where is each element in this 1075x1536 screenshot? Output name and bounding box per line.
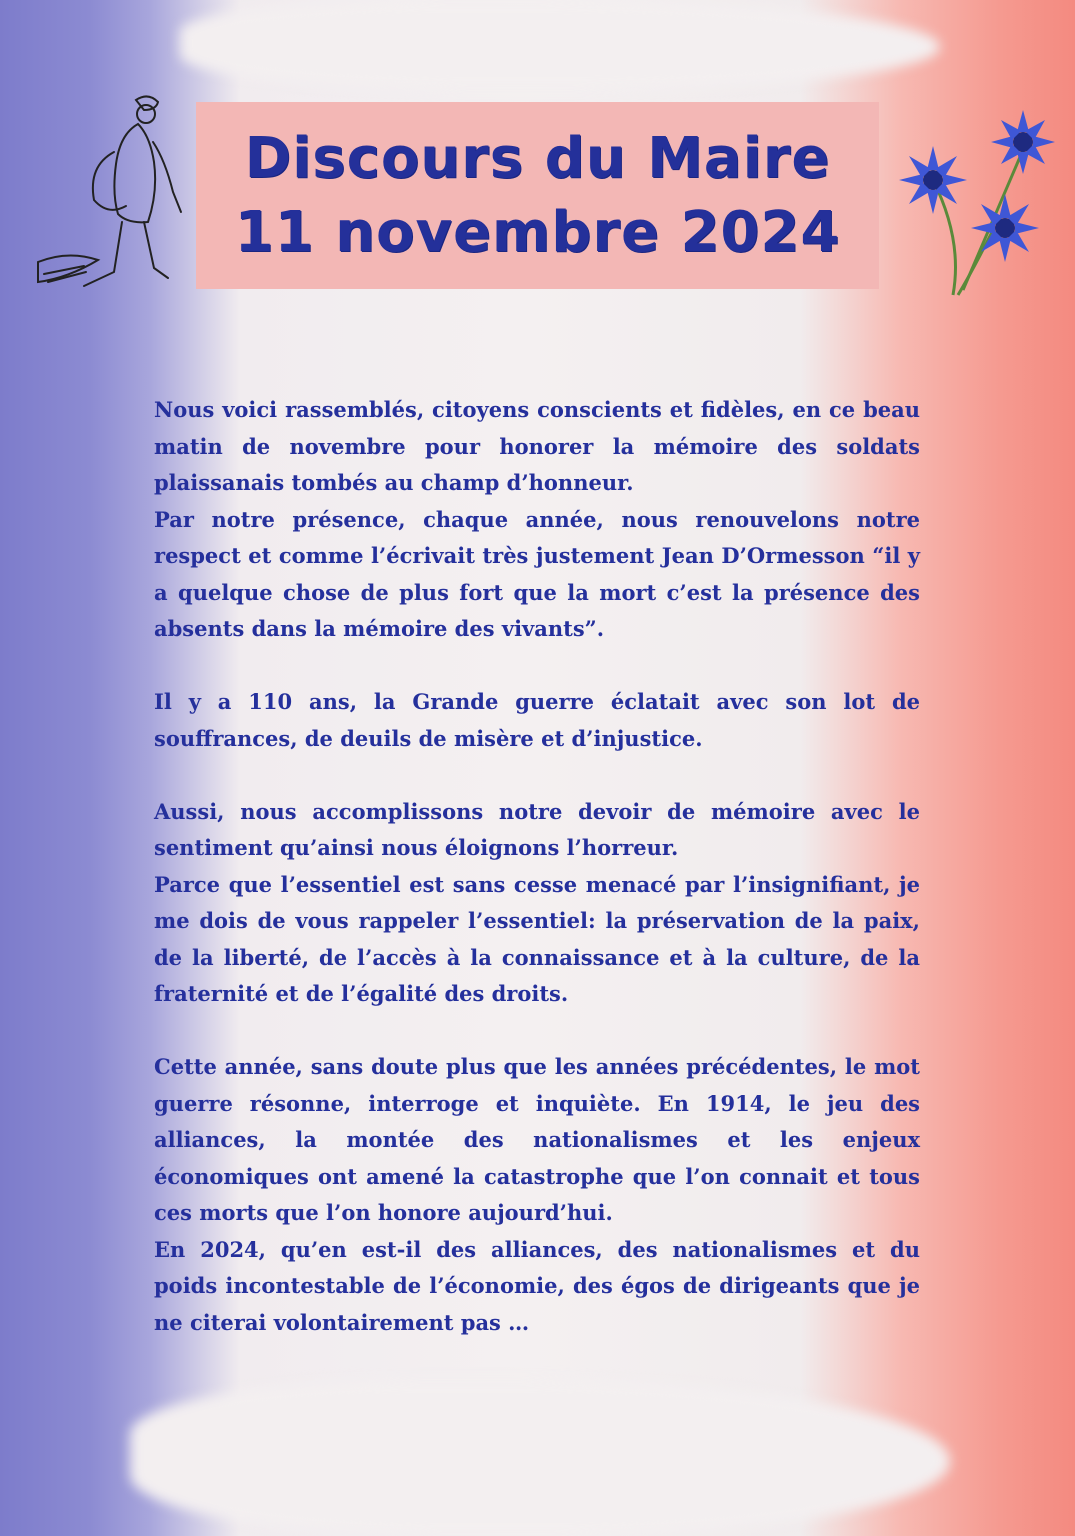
title-line-1: Discours du Maire xyxy=(244,125,831,191)
paragraph: Aussi, nous accomplissons notre devoir de mémoire avec le sentiment qu’ainsi nous éloignons l’horreur. xyxy=(154,798,920,860)
paragraph: Parce que l’essentiel est sans cesse menacé par l’insignifiant, je me dois de vous rappeler l’essentiel: la préservation de la paix, de la liberté, de l’accès à la connaissance et à la culture, de la fraternité et de l’égalité des droits. xyxy=(154,871,920,1006)
paragraph: Il y a 110 ans, la Grande guerre éclatait avec son lot de souffrances, de deuils de misère et d’injustice. xyxy=(154,689,920,751)
title-box xyxy=(196,102,879,289)
paragraph: Par notre présence, chaque année, nous renouvelons notre respect et comme l’écrivait très justement Jean D’Ormesson “il y a quelque chose de plus fort que la mort c’est la présence des absents dans la mémoire des vivants”. xyxy=(154,506,920,641)
speech-body xyxy=(154,392,920,1341)
soldier-sketch-icon xyxy=(18,82,188,302)
brush-stroke xyxy=(180,0,940,90)
brush-stroke xyxy=(130,1380,950,1536)
paragraph: En 2024, qu’en est-il des alliances, des nationalismes et du poids incontestable de l’économie, des égos de dirigeants que je ne citerai volontairement pas … xyxy=(154,1236,920,1335)
cornflower-icon xyxy=(893,100,1068,300)
paragraph: Nous voici rassemblés, citoyens conscients et fidèles, en ce beau matin de novembre pour honorer la mémoire des soldats plaissanais tombés au champ d’honneur. xyxy=(154,397,920,495)
title-line-2: 11 novembre 2024 xyxy=(234,199,841,265)
paragraph: Cette année, sans doute plus que les années précédentes, le mot guerre résonne, interroge et inquiète. En 1914, le jeu des alliances, la montée des nationalismes et les enjeux économiques ont amené la catastrophe que l’on connait et tous ces morts que l’on honore aujourd’hui. xyxy=(154,1054,920,1225)
